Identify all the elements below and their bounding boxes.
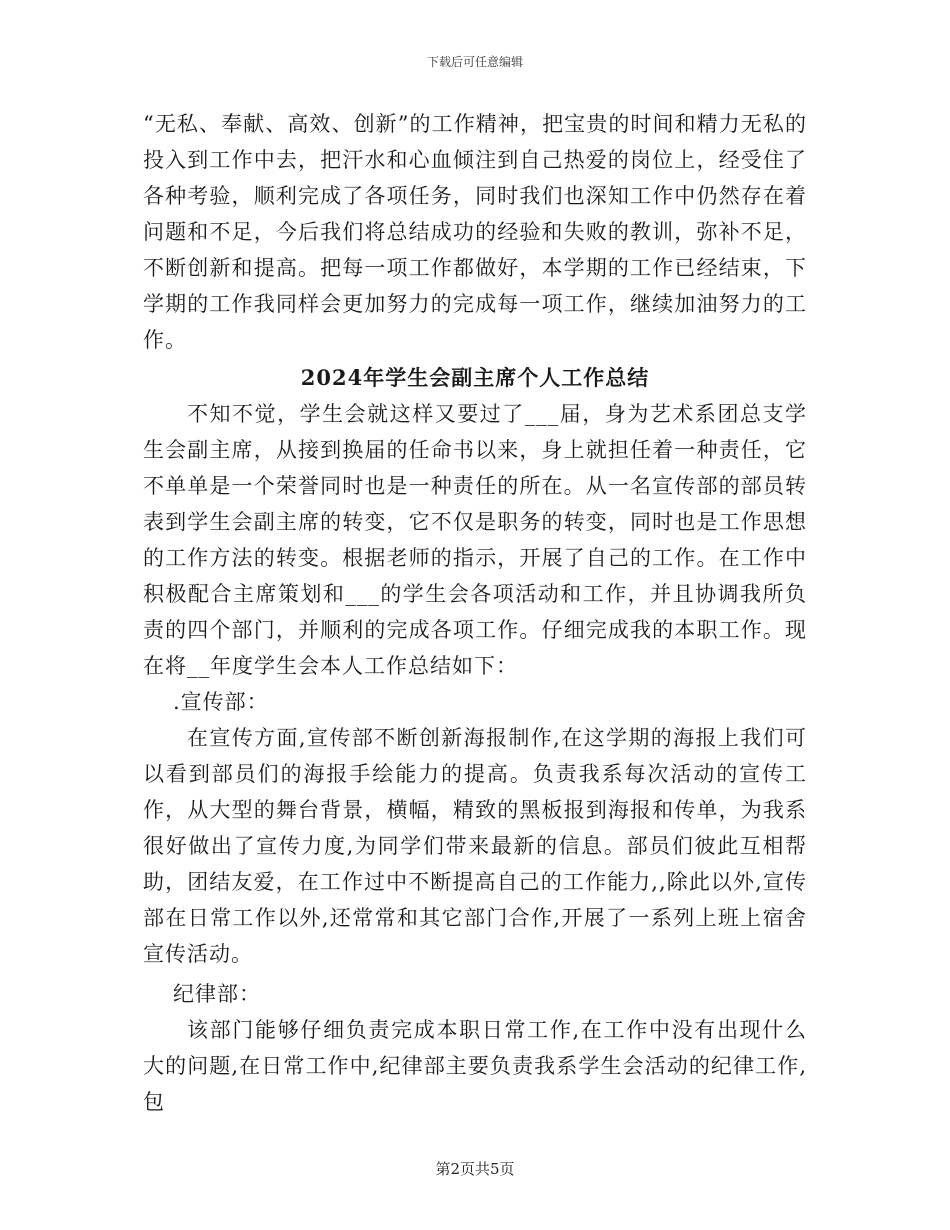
- document-body: [143, 106, 807, 1120]
- header-note: 下载后可任意编辑: [426, 55, 523, 69]
- heading-discipline-dept: 纪律部：: [173, 982, 261, 1006]
- page-number: 第2页共5页: [435, 1160, 515, 1178]
- paragraph-discipline-dept: 该部门能够仔细负责完成本职日常工作,在工作中没有出现什么大的问题,在日常工作中,纪律部主要负责我系学生会活动的纪律工作,包: [143, 1018, 807, 1114]
- section-title: 2024年学生会副主席个人工作总结: [300, 365, 650, 390]
- paragraph-overview: 不知不觉，学生会就这样又要过了___届，身为艺术系团总支学生会副主席，从接到换届的任命书以来，身上就担任着一种责任，它不单单是一个荣誉同时也是一种责任的所在。从一名宣传部的部员转表到学生会副主席的转变，它不仅是职务的转变，同时也是工作思想的工作方法的转变。根据老师的指示，开展了自己的工作。在工作中积极配合主席策划和___的学生会各项活动和工作，并且协调我所负责的四个部门，并顺利的完成各项工作。仔细完成我的本职工作。现在将__年度学生会本人工作总结如下：: [143, 402, 807, 678]
- paragraph-intro-continued: “无私、奉献、高效、创新”的工作精神，把宝贵的时间和精力无私的投入到工作中去，把汗水和心血倾注到自己热爱的岗位上，经受住了各种考验，顺利完成了各项任务，同时我们也深知工作中仍然存在着问题和不足，今后我们将总结成功的经验和失败的教训，弥补不足，不断创新和提高。把每一项工作都做好，本学期的工作已经结束，下学期的工作我同样会更加努力的完成每一项工作，继续加油努力的工作。: [143, 112, 807, 352]
- heading-publicity-dept: .宣传部：: [173, 690, 269, 714]
- paragraph-publicity-dept: 在宣传方面,宣传部不断创新海报制作,在这学期的海报上我们可以看到部员们的海报手绘能力的提高。负责我系每次活动的宣传工作，从大型的舞台背景，横幅，精致的黑板报到海报和传单，为我系很好做出了宣传力度,为同学们带来最新的信息。部员们彼此互相帮助，团结友爱，在工作过中不断提高自己的工作能力,,除此以外,宣传部在日常工作以外,还常常和其它部门合作,开展了一系列上班上宿舍宣传活动。: [143, 726, 807, 966]
